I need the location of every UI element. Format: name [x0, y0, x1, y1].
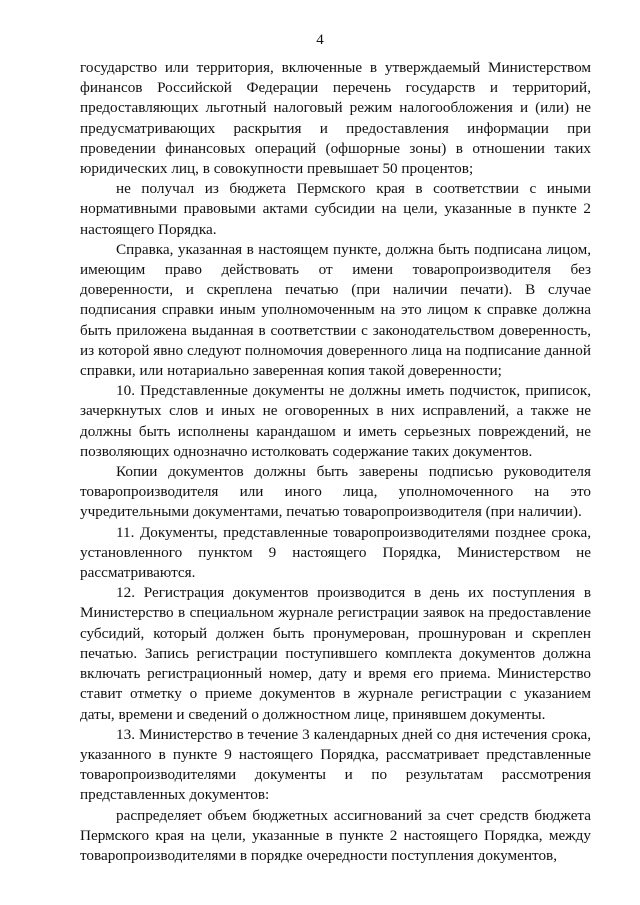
page-number: 4 [316, 32, 324, 48]
paragraph-item-12: 12. Регистрация документов производится в день их поступления в Министерство в специальном журнале регистрации заявок на предоставление субсидий, который должен быть пронумерован, прошнурован и скреплен печатью. Запись регистрации поступившего комплекта документов должна включать регистрационный номер, дату и время его приема. Министерство ставит отметку о приеме документов в журнале регистрации с указанием даты, времени и сведений о должностном лице, принявшем документы. [80, 584, 591, 723]
document-body [80, 58, 591, 866]
paragraph-certificate-signature: Справка, указанная в настоящем пункте, должна быть подписана лицом, имеющим право действовать от имени товаропроизводителя без доверенности, и скреплена печатью (при наличии печати). В случае подписания справки иным уполномоченным на это лицом к справке должна быть приложена выданная в соответствии с законодательством доверенность, из которой явно следуют полномочия доверенного лица на подписание данной справки, или нотариально заверенная копия такой доверенности; [80, 240, 591, 380]
paragraph-copies-certification: Копии документов должны быть заверены подписью руководителя товаропроизводителя или иного лица, уполномоченного на это учредительными документами, печатью товаропроизводителя (при наличии). [80, 463, 591, 521]
paragraph-item-13: 13. Министерство в течение 3 календарных дней со дня истечения срока, указанного в пункте 9 настоящего Порядка, рассматривает представленные товаропроизводителями документы и по результатам рассмотрения представленных документов: [80, 725, 591, 804]
paragraph-item-10: 10. Представленные документы не должны иметь подчисток, приписок, зачеркнутых слов и иных не оговоренных в них исправлений, а также не должны быть исполнены карандашом и иметь серьезных повреждений, не позволяющих однозначно истолковать содержание таких документов. [80, 382, 591, 460]
paragraph-distribution: распределяет объем бюджетных ассигнований за счет средств бюджета Пермского края на цели, указанные в пункте 2 настоящего Порядка, между товаропроизводителями в порядке очередности поступления документов, [80, 806, 591, 864]
paragraph-item-11: 11. Документы, представленные товаропроизводителями позднее срока, установленного пунктом 9 настоящего Порядка, Министерством не рассматриваются. [80, 523, 591, 582]
paragraph-no-subsidy: не получал из бюджета Пермского края в соответствии с иными нормативными правовыми актами субсидии на цели, указанные в пункте 2 настоящего Порядка. [80, 180, 591, 238]
paragraph-continuation: государство или территория, включенные в утверждаемый Министерством финансов Российской Федерации перечень государств и территорий, предоставляющих льготный налоговый режим налогообложения и (или) не предусматривающих раскрытия и предоставления информации при проведении финансовых операций (офшорные зоны) в отношении таких юридических лиц, в совокупности превышает 50 процентов; [80, 59, 591, 178]
